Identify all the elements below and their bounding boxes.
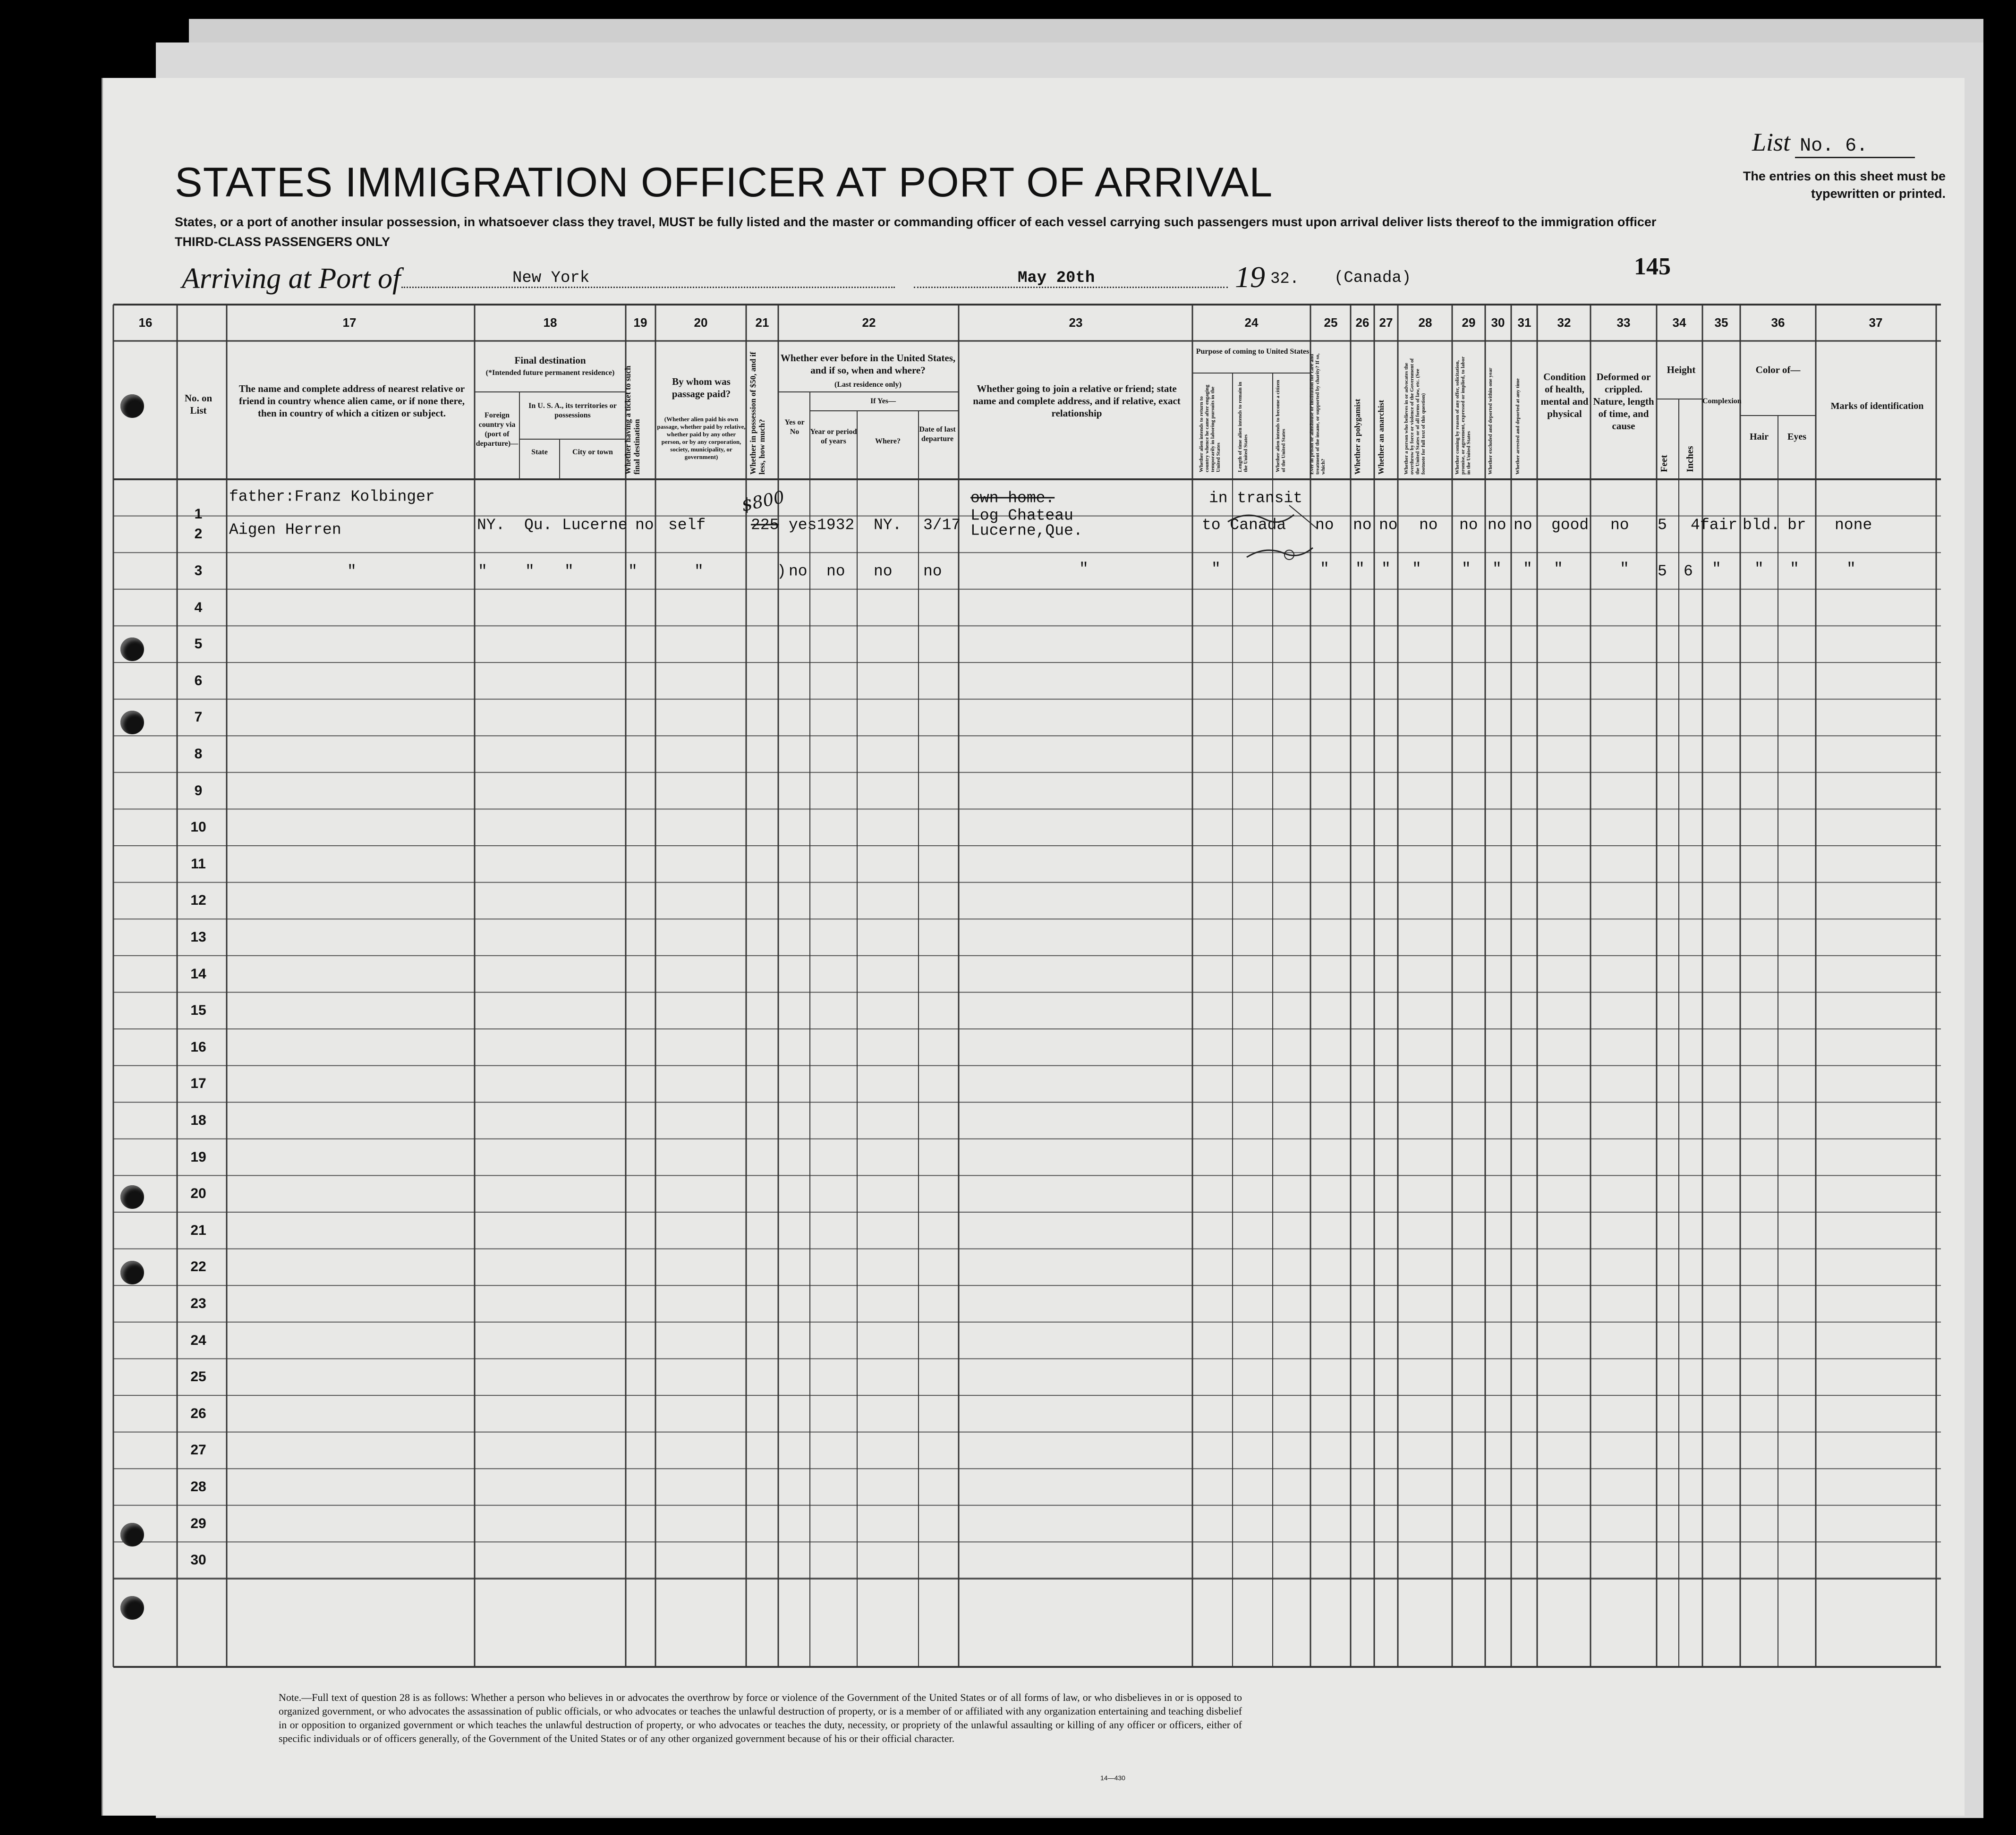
column-number: 36	[1771, 315, 1785, 330]
col36-eyes: Eyes	[1787, 432, 1806, 442]
row2-year: no	[826, 562, 845, 580]
col31-header: Whether arrested and deported at any time	[1515, 378, 1521, 475]
row2-q28: "	[1412, 560, 1421, 578]
row1-paid-by: self	[668, 516, 706, 534]
col23-header: Whether going to join a relative or friend; state name and complete address, and if relative, exact relationship	[973, 383, 1181, 419]
year-prefix: 19	[1235, 260, 1265, 294]
col18-state: State	[531, 448, 548, 456]
row1-join-line2: Lucerne,Que.	[970, 522, 1083, 540]
col18-foreign: Foreign country via (port of departure)—	[476, 411, 519, 448]
col22-note: (Last residence only)	[834, 381, 902, 389]
row-number: 21	[190, 1222, 206, 1238]
row2-prison: "	[1320, 560, 1329, 578]
row-number: 10	[190, 819, 206, 835]
row-number: 22	[190, 1259, 206, 1275]
page-title: STATES IMMIGRATION OFFICER AT PORT OF ARRIVAL	[175, 159, 1273, 205]
port-value: New York	[512, 269, 590, 287]
row-number: 8	[194, 746, 203, 762]
row2-health: "	[1554, 560, 1563, 578]
column-number: 29	[1462, 315, 1476, 330]
col30-header: Whether excluded and deported within one year	[1488, 367, 1493, 475]
column-number: 25	[1324, 315, 1338, 330]
row-number: 29	[190, 1515, 206, 1531]
binder-hole	[120, 1185, 144, 1209]
row2-relative: "	[347, 562, 357, 580]
row1-q28: no	[1419, 516, 1438, 534]
col20-note: (Whether alien paid his own passage, whether paid by relative, whether paid by any other person, or by any corporation, society, municipality, or government)	[657, 416, 746, 460]
column-number: 21	[755, 315, 769, 330]
row1-where: NY.	[874, 516, 902, 534]
row1-join-line1: Log Chateau	[970, 507, 1073, 525]
row1-date: 3/17	[923, 516, 961, 534]
row2-polygamist: "	[1355, 560, 1365, 578]
col19-header: Whether having a ticket to such final destination	[623, 365, 641, 475]
row-number: 24	[190, 1332, 206, 1348]
col24-b: Length of time alien intends to remain in the United States	[1237, 382, 1249, 472]
row2-feet: 5	[1658, 562, 1667, 580]
col18-header: Final destination	[514, 355, 586, 366]
row1-q30: no	[1488, 516, 1506, 534]
row-number: 25	[190, 1369, 206, 1385]
list-label: List	[1752, 128, 1791, 156]
form-number: 14—430	[1100, 1774, 1125, 1782]
row2-city: "	[564, 562, 574, 580]
column-number: 18	[543, 315, 557, 330]
col26-header: Whether a polygamist	[1353, 399, 1362, 475]
stamp-number: 145	[1634, 253, 1671, 280]
row-number: 28	[190, 1479, 206, 1495]
col33-header: Deformed or crippled. Nature, length of time, and cause	[1593, 371, 1654, 432]
row2-foreign: "	[478, 562, 487, 580]
row2-paid-by: "	[694, 562, 704, 580]
row1-feet: 5	[1658, 516, 1667, 534]
binder-hole	[120, 1523, 144, 1546]
row1-state: Qu.	[524, 516, 553, 534]
footnote: Note.—Full text of question 28 is as follows: Whether a person who believes in or advocates the overthrow by force or violence of the Government of the United States or of all forms of law, or who disbelieves in or is opposed to organized government, or who advocates the assassination of public officials, or who advocates or teaches the unlawful destruction of property, or is a member of or affiliated with any organization entertaining and teaching disbelief in or opposition to organized government or which teaches the unlawful destruction of property, or who advocates or teaches the duty, necessity, or propriety of the unlawful assaulting or killing of any officer or officers, either of specific individuals or of officers generally, of the Government of the United States or of any other organized government because of his or their official character.	[279, 1691, 1242, 1744]
row1-marks: none	[1835, 516, 1872, 534]
binder-hole	[120, 1596, 144, 1620]
row1-money: 225	[751, 516, 779, 534]
col28-header: Whether a person who believes in or advocates the overthrow by force or violence of the Government of the United States or of all forms of law, etc. (See footnote for full text of this question)	[1404, 358, 1426, 475]
row1-purpose-line1: in transit	[1209, 489, 1303, 507]
country-value: (Canada)	[1334, 269, 1412, 287]
col22-yesno: Yes or No	[784, 418, 805, 436]
row2-before: no	[789, 562, 808, 580]
binder-hole	[120, 711, 144, 734]
column-number: 28	[1418, 315, 1432, 330]
column-number: 20	[694, 315, 708, 330]
column-number: 35	[1714, 315, 1728, 330]
col36-hair: Hair	[1750, 432, 1769, 442]
column-number: 27	[1379, 315, 1393, 330]
date-value: May 20th	[1018, 269, 1095, 287]
row1-money-handwritten: $800	[740, 487, 786, 516]
row-number: 4	[194, 599, 203, 615]
list-value: No. 6.	[1795, 136, 1915, 158]
col25-header: Ever in prison or almshouse or institution for care and treatment of the insane, or supported by charity? If so, which?	[1309, 353, 1326, 475]
row-number: 15	[190, 1002, 206, 1019]
row2-eyes: "	[1790, 560, 1799, 578]
row1-prison: no	[1315, 516, 1334, 534]
row1-inches: 4	[1691, 516, 1700, 534]
row2-join: "	[1079, 560, 1089, 578]
col22-header: Whether ever before in the United States, and if so, when and where?	[780, 352, 956, 376]
row-number: 3	[194, 563, 203, 578]
row1-health: good	[1551, 516, 1589, 534]
col21-header: Whether in possession of $50, and if less, how much?	[749, 352, 766, 475]
row1-relative-line1: father:Franz Kolbinger	[229, 488, 435, 506]
column-number: 31	[1517, 315, 1531, 330]
col22-date: Date of last departure	[919, 425, 956, 443]
class-note: THIRD-CLASS PASSENGERS ONLY	[175, 235, 391, 249]
row-number: 7	[194, 709, 203, 725]
row2-q31: "	[1523, 560, 1532, 578]
column-number: 37	[1869, 315, 1883, 330]
row1-before: yes	[789, 516, 817, 534]
column-number: 19	[633, 315, 647, 330]
row-number: 2	[194, 526, 203, 542]
row-number: 6	[194, 672, 203, 688]
col18-usa: In U. S. A., its territories or possessions	[528, 402, 617, 419]
handwritten-marks	[1218, 501, 1341, 567]
column-number: 32	[1557, 315, 1571, 330]
col34-header: Height	[1667, 364, 1696, 375]
column-number: 23	[1069, 315, 1083, 330]
row1-join-struck: own home.	[970, 489, 1055, 507]
row-number: 11	[191, 856, 206, 872]
col24-a: Whether alien intends to return to country whence he came after engaging temporarily in laboring pursuits in the United States	[1199, 384, 1221, 472]
binder-hole	[120, 637, 144, 661]
row-number: 16	[190, 1039, 206, 1055]
row1-ticket: no	[635, 516, 654, 534]
row1-purpose-line2: to Canada	[1202, 516, 1286, 534]
row2-complexion: "	[1712, 560, 1721, 578]
row1-foreign: NY.	[477, 516, 505, 534]
row-number: 30	[190, 1552, 206, 1568]
row1-relative-line2: Aigen Herren	[229, 521, 341, 539]
col18-note: (*Intended future permanent residence)	[485, 369, 615, 377]
row1-hair: bld.	[1743, 516, 1780, 534]
year-suffix: 32.	[1270, 270, 1300, 288]
row1-eyes: br	[1787, 516, 1806, 534]
column-number: 33	[1616, 315, 1631, 330]
col34-inches: Inches	[1685, 446, 1695, 472]
arriving-label: Arriving at Port of	[182, 263, 401, 295]
row-number: 5	[194, 636, 203, 652]
column-number: 22	[862, 315, 876, 330]
row2-purpose: "	[1211, 560, 1221, 578]
col34-feet: Feet	[1659, 455, 1669, 472]
row1-q31: no	[1514, 516, 1532, 534]
subtitle: States, or a port of another insular possession, in whatsoever class they travel, MUST be fully listed and the master or commanding officer of each vessel carrying such passengers must upon arrival deliver lists thereof to the immigration officer	[175, 215, 1657, 229]
row2-ticket: "	[628, 562, 638, 580]
col32-header: Condition of health, mental and physical	[1540, 371, 1589, 419]
row2-date: no	[923, 562, 942, 580]
row2-anarchist: "	[1381, 560, 1391, 578]
row2-state: "	[525, 562, 535, 580]
col27-header: Whether an anarchist	[1377, 399, 1386, 475]
column-number: 34	[1672, 315, 1686, 330]
row-number: 12	[190, 892, 206, 909]
row2-marks: "	[1846, 560, 1856, 578]
col17-header: The name and complete address of nearest relative or friend in country whence alien came, or if none there, then in country of which a citizen or subject.	[238, 383, 465, 419]
col24-c: Whether alien intends to become a citizen of the United States	[1275, 380, 1286, 472]
col18-city: City or town	[572, 448, 613, 456]
row-number: 14	[190, 966, 206, 982]
row2-deformed: "	[1620, 560, 1629, 578]
row2-inches: 6	[1684, 562, 1693, 580]
row-number: 23	[190, 1296, 206, 1311]
col22-where: Where?	[875, 437, 901, 445]
binder-hole	[120, 394, 144, 418]
col22-ifyes: If Yes—	[870, 397, 896, 405]
row2-q30: "	[1492, 560, 1502, 578]
row2-q29: "	[1462, 560, 1471, 578]
col22-year: Year or period of years	[810, 428, 857, 445]
row1-year: 1932	[817, 516, 855, 534]
row1-complexion: fair	[1700, 516, 1738, 534]
row1-q29: no	[1459, 516, 1478, 534]
row1-anarchist: no	[1379, 516, 1398, 534]
row-number: 20	[190, 1186, 206, 1202]
row-number: 13	[190, 929, 206, 945]
col29-header: Whether coming by reason of any offer, solicitation, promise, or agreement, expressed or implied, to labor in the United States	[1455, 357, 1472, 475]
binder-hole	[120, 1261, 144, 1284]
row2-money: )	[777, 562, 786, 580]
column-number: 24	[1244, 315, 1259, 330]
row1-city: Lucerne	[562, 516, 628, 534]
col16-header: No. on List	[184, 392, 213, 416]
column-number: 16	[138, 315, 153, 330]
column-number: 30	[1491, 315, 1505, 330]
sheet-note: The entries on this sheet must be typewritten or printed.	[1743, 169, 1946, 201]
row-number: 26	[190, 1405, 206, 1421]
row-number: 19	[190, 1149, 206, 1165]
column-number: 26	[1355, 315, 1370, 330]
row2-where: no	[874, 562, 893, 580]
row1-deformed: no	[1610, 516, 1629, 534]
row-number: 17	[190, 1076, 206, 1092]
col36-header: Color of—	[1755, 364, 1801, 375]
row1-polygamist: no	[1353, 516, 1372, 534]
row2-hair: "	[1754, 560, 1764, 578]
row-number: 1	[194, 506, 203, 522]
col24-header: Purpose of coming to United States	[1196, 348, 1310, 356]
row-number: 18	[190, 1113, 206, 1128]
column-number: 17	[342, 315, 357, 330]
row-number: 9	[194, 782, 203, 799]
row-number: 27	[190, 1442, 206, 1458]
col37-header: Marks of identification	[1830, 401, 1924, 411]
col35-header: Complexion	[1702, 397, 1742, 405]
col20-header: By whom was passage paid?	[672, 376, 731, 399]
